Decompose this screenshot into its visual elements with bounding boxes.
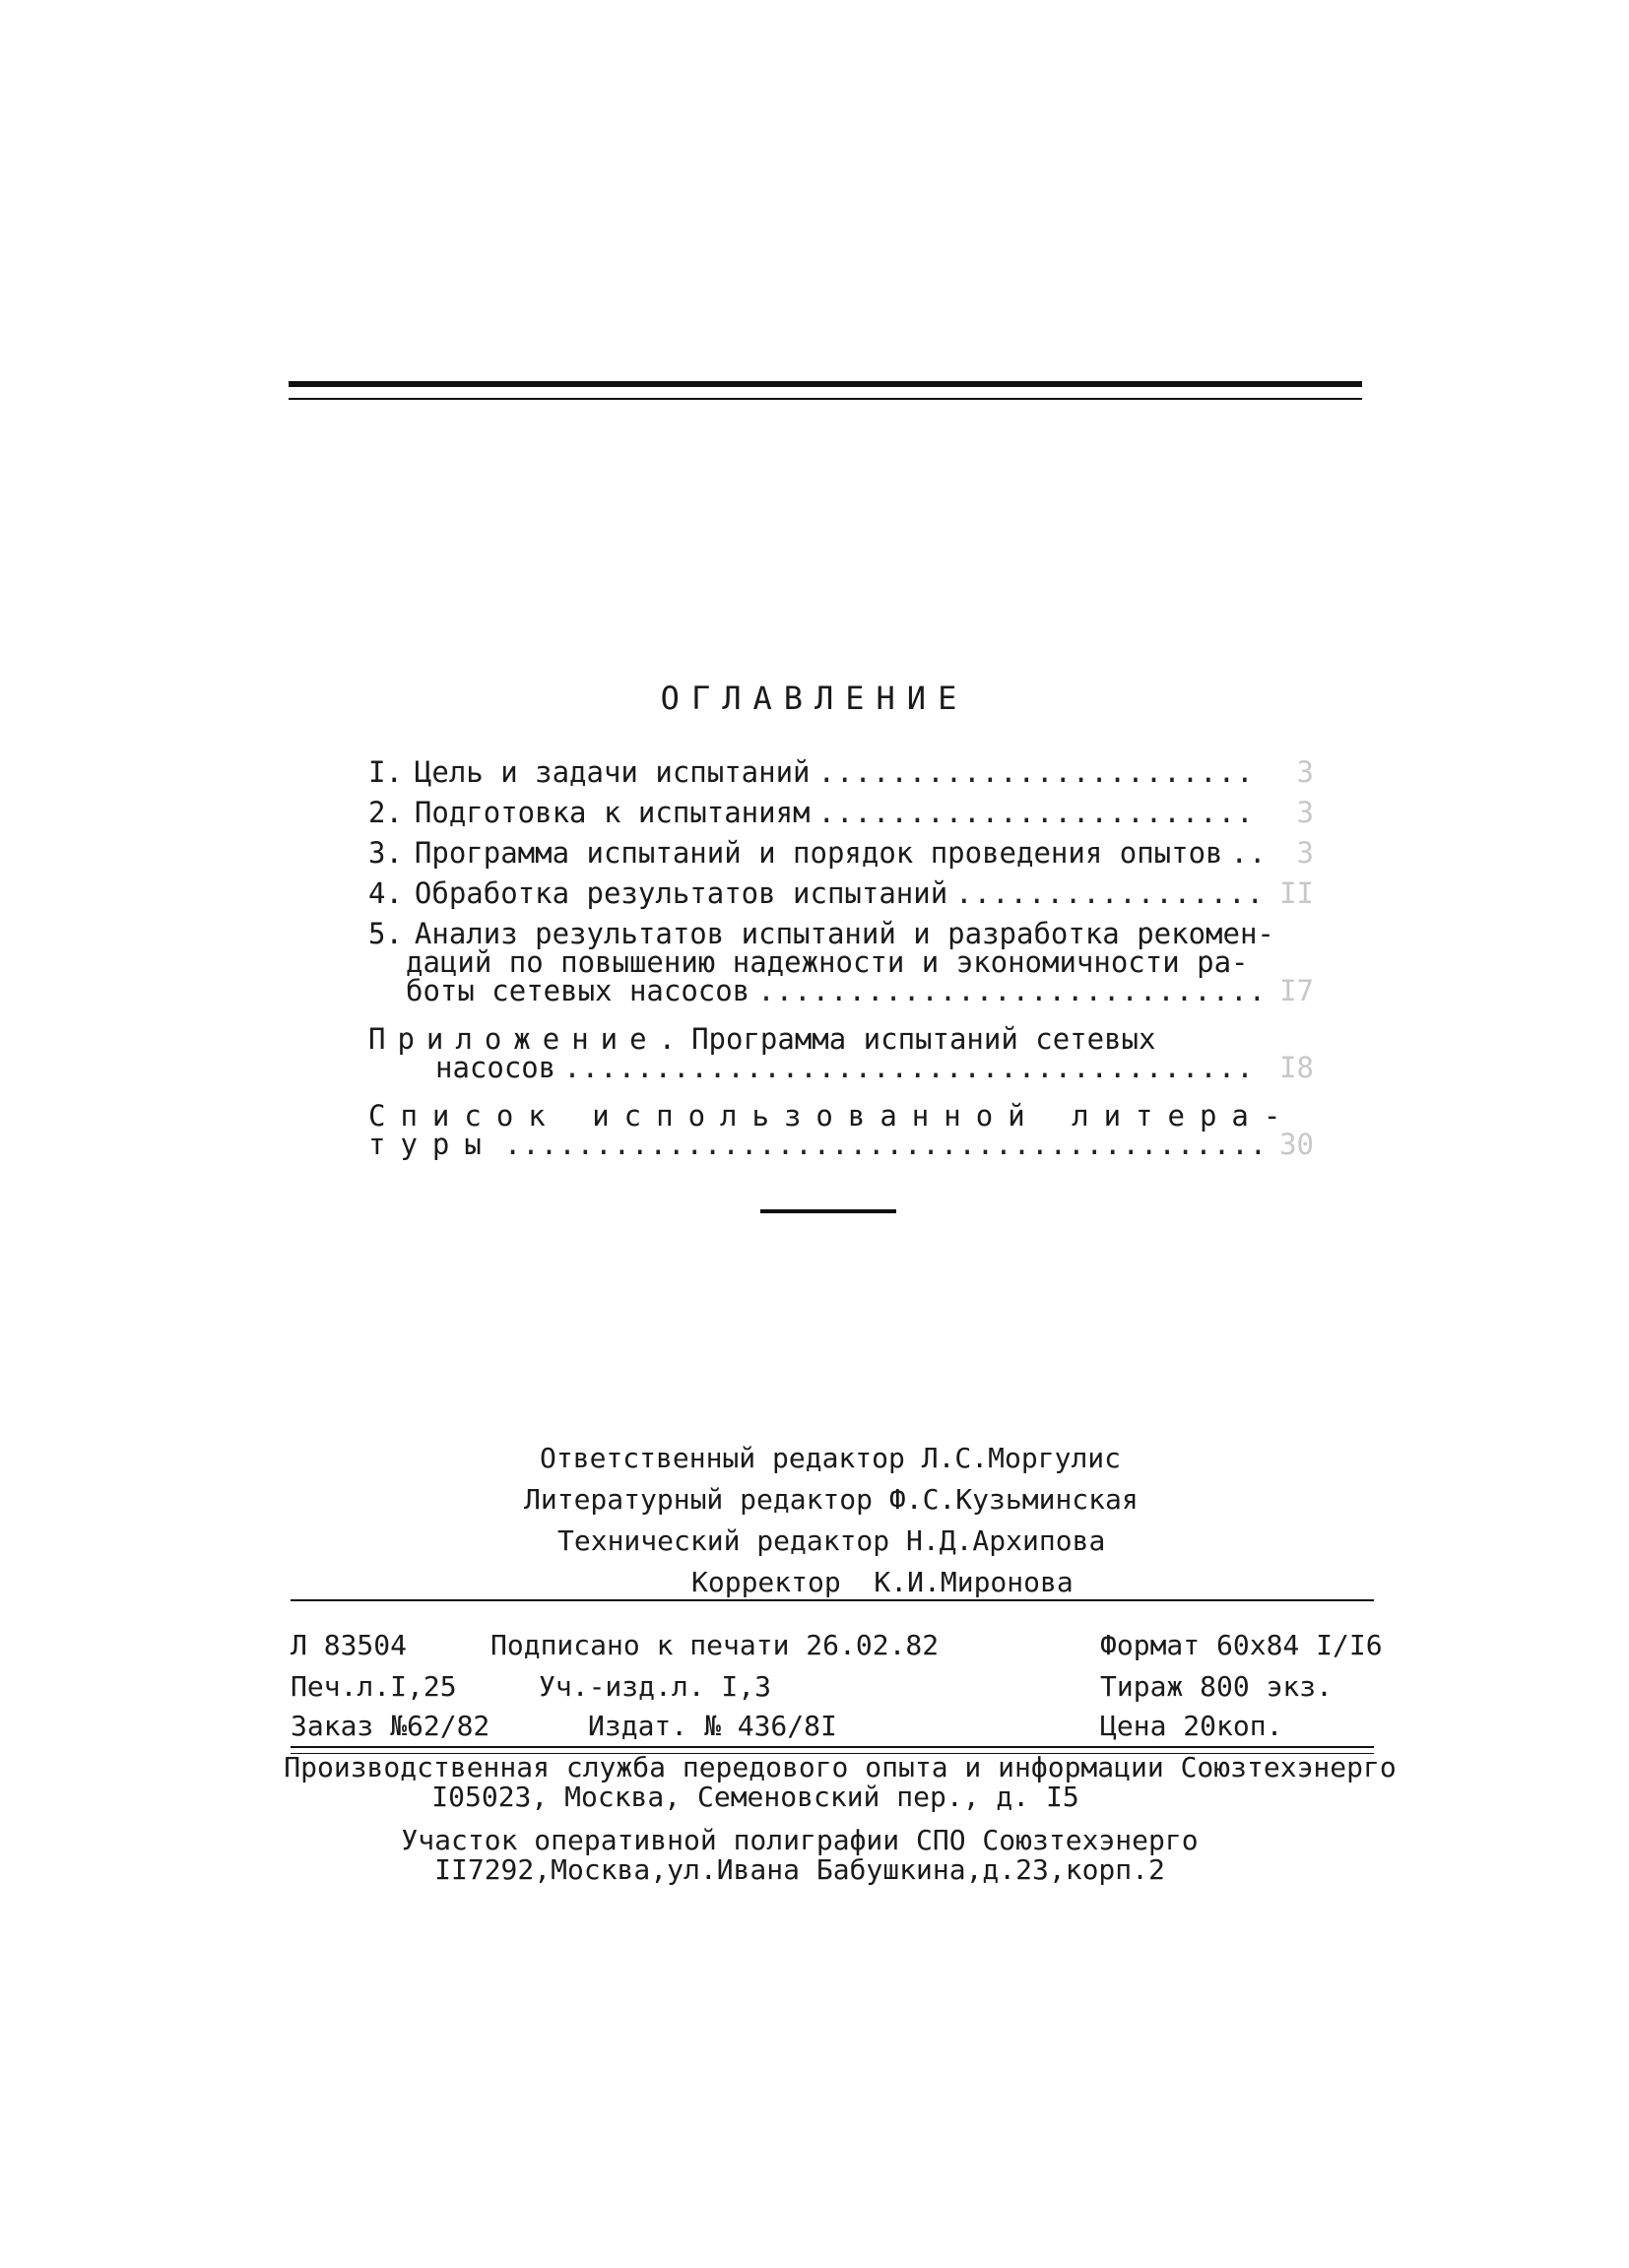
toc-appendix [368, 1022, 1314, 1084]
toc-entry [368, 796, 1314, 829]
toc-entry-text: даций по повышению надежности и экономичности ра- [406, 945, 1249, 979]
imprint-edition: Издат. № 436/8I [588, 1710, 837, 1742]
top-rule-thin [289, 398, 1362, 400]
imprint-signed: Подписано к печати 26.02.82 [490, 1629, 940, 1661]
printing-office: Участок оперативной полиграфии СПО Союзтехэнерго [401, 1824, 1199, 1856]
appendix-label: Приложение. [368, 1022, 688, 1056]
imprint-order: Заказ №62/82 [291, 1710, 490, 1742]
imprint-rule-bottom-1 [291, 1746, 1374, 1748]
toc-entry-page: II [1279, 876, 1314, 910]
table-of-contents [368, 755, 1314, 1171]
imprint-license: Л 83504 [291, 1629, 408, 1661]
toc-entry-text: боты сетевых насосов [406, 974, 750, 1007]
dot-leader [504, 1131, 1261, 1159]
toc-entry-number: 2. [368, 796, 403, 829]
dot-leader [818, 758, 1262, 787]
proofreader: Корректор К.И.Миронова [691, 1566, 1074, 1598]
toc-entry-text: Подготовка к испытаниям [414, 796, 811, 829]
responsible-editor: Ответственный редактор Л.С.Моргулис [540, 1442, 1122, 1474]
toc-entry-text: туры [368, 1128, 496, 1161]
publisher-name: Производственная служба передового опыта и информации Союзтехэнерго [284, 1751, 1397, 1783]
toc-entry-text: насосов [435, 1051, 556, 1084]
toc-entry-page: I7 [1279, 974, 1314, 1007]
toc-entry-page: I8 [1279, 1051, 1314, 1084]
toc-entry [368, 755, 1314, 789]
toc-entry-number: 3. [368, 836, 403, 870]
toc-entry-text: Программа испытаний сетевых [691, 1022, 1156, 1056]
publisher-block [0, 1753, 1629, 1885]
toc-entry-number: I. [368, 755, 403, 789]
toc-entry-text: Программа испытаний и порядок проведения опытов [414, 836, 1223, 870]
section-divider [760, 1209, 896, 1213]
toc-entry-page: 3 [1296, 796, 1314, 829]
toc-entry [368, 917, 1314, 1007]
toc-entry-text: Обработка результатов испытаний [414, 876, 948, 910]
toc-entry-page: 3 [1296, 836, 1314, 870]
toc-title: ОГЛАВЛЕНИЕ [660, 680, 969, 717]
imprint-edu-sheets: Уч.-изд.л. I,3 [539, 1670, 772, 1703]
toc-entry-number: 4. [368, 876, 403, 910]
imprint-print-sheets: Печ.л.I,25 [291, 1670, 457, 1703]
toc-entry-page: 30 [1279, 1128, 1314, 1161]
toc-entry-text: Цель и задачи испытаний [414, 755, 811, 789]
publisher-address: I05023, Москва, Семеновский пер., д. I5 [431, 1781, 1079, 1813]
imprint-rule-top [291, 1599, 1374, 1601]
toc-references [368, 1099, 1314, 1161]
dot-leader [757, 977, 1261, 1005]
imprint-format: Формат 60х84 I/I6 [1100, 1629, 1383, 1661]
toc-entry [368, 836, 1314, 870]
printing-office-address: II7292,Москва,ул.Ивана Бабушкина,д.23,корп.2 [434, 1853, 1165, 1886]
dot-leader [818, 799, 1262, 827]
toc-entry-number: 5. [368, 917, 403, 950]
imprint-price: Цена 20коп. [1100, 1710, 1283, 1742]
toc-entry-text: Список использованной литера- [368, 1099, 1296, 1133]
dot-leader [1231, 839, 1261, 868]
toc-entry-text: Анализ результатов испытаний и разработка рекомен- [414, 917, 1274, 950]
dot-leader [563, 1054, 1261, 1082]
toc-entry-page: 3 [1296, 755, 1314, 789]
technical-editor: Технический редактор Н.Д.Архипова [557, 1524, 1106, 1557]
imprint-circulation: Тираж 800 экз. [1100, 1670, 1334, 1703]
toc-entry [368, 876, 1314, 910]
dot-leader [955, 879, 1261, 908]
top-rule-thick [289, 381, 1362, 387]
literary-editor: Литературный редактор Ф.С.Кузьминская [524, 1483, 1139, 1516]
